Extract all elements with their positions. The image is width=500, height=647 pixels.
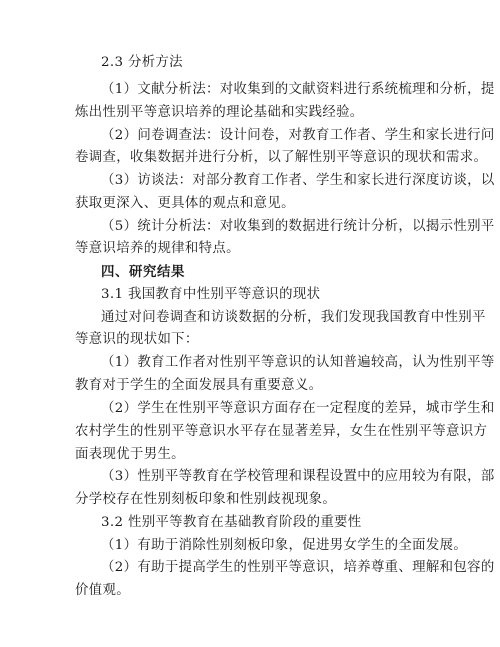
intro-line-1: 通过对问卷调查和访谈数据的分析，我们发现我国教育中性别平 <box>101 310 486 325</box>
finding-2-line-2: 农村学生的性别平等意识水平存在显著差异，女生在性别平等意识方 <box>75 424 488 439</box>
section-3-1-title: 3.1 我国教育中性别平等意识的现状 <box>101 287 321 302</box>
finding-1-line-1: （1）教育工作者对性别平等意识的认知普遍较高，认为性别平等 <box>101 355 495 370</box>
finding-2-line-1: （2）学生在性别平等意识方面存在一定程度的差异，城市学生和 <box>101 401 495 416</box>
method-5-line-1: （5）统计分析法：对收集到的数据进行统计分析，以揭示性别平 <box>101 219 495 234</box>
finding-2-line-3: 面表现优于男生。 <box>75 447 185 462</box>
method-1-line-1: （1）文献分析法：对收集到的文献资料进行系统梳理和分析，提 <box>101 82 495 97</box>
intro-line-2: 等意识的现状如下： <box>75 332 199 347</box>
section-2-3-title: 2.3 分析方法 <box>101 55 183 70</box>
finding-1-line-2: 教育对于学生的全面发展具有重要意义。 <box>75 378 323 393</box>
method-3-line-1: （3）访谈法：对部分教育工作者、学生和家长进行深度访谈，以 <box>101 173 495 188</box>
section-4-title: 四、研究结果 <box>101 265 185 280</box>
method-2-line-2: 卷调查，收集数据并进行分析，以了解性别平等意识的现状和需求。 <box>75 150 488 165</box>
finding-3-line-2: 分学校存在性别刻板印象和性别歧视现象。 <box>75 492 337 507</box>
finding-3-line-1: （3）性别平等教育在学校管理和课程设置中的应用较为有限，部 <box>101 469 495 484</box>
importance-2-line-2: 价值观。 <box>75 583 130 598</box>
section-3-2-title: 3.2 性别平等教育在基础教育阶段的重要性 <box>101 515 362 530</box>
method-2-line-1: （2）问卷调查法：设计问卷，对教育工作者、学生和家长进行问 <box>101 128 495 143</box>
importance-2-line-1: （2）有助于提高学生的性别平等意识，培养尊重、理解和包容的 <box>101 560 495 575</box>
method-5-line-2: 等意识培养的规律和特点。 <box>75 241 240 256</box>
method-1-line-2: 炼出性别平等意识培养的理论基础和实践经验。 <box>75 105 364 120</box>
importance-1: （1）有助于消除性别刻板印象，促进男女学生的全面发展。 <box>101 538 468 553</box>
method-3-line-2: 获取更深入、更具体的观点和意见。 <box>75 196 295 211</box>
